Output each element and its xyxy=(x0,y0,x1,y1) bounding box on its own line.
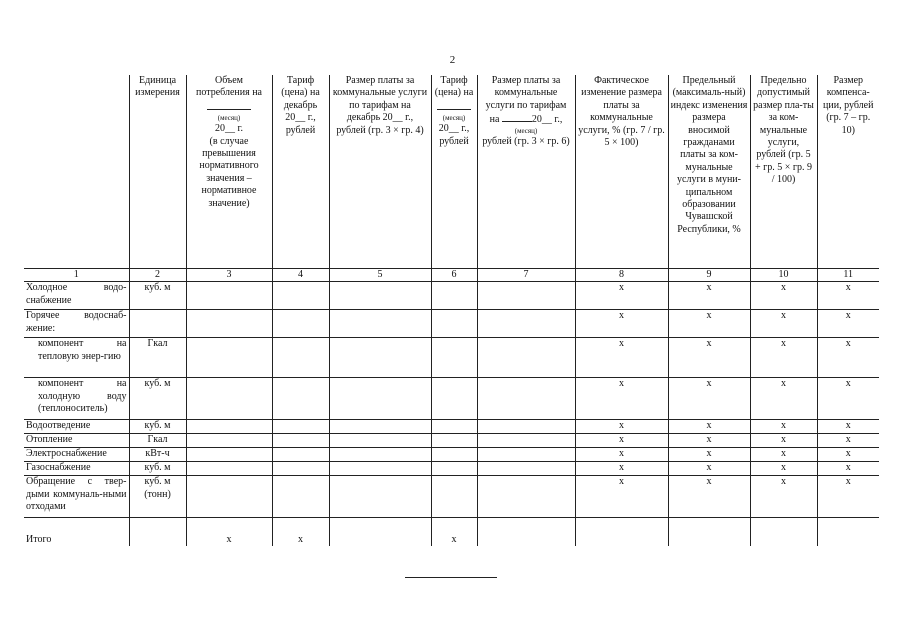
row-name: Отопление xyxy=(24,434,129,448)
row-x-mark: х xyxy=(817,434,879,448)
row-x-mark: х xyxy=(575,476,668,518)
total-x-mark: х xyxy=(431,518,477,546)
row-x-mark: х xyxy=(668,310,750,338)
row-x-mark: х xyxy=(668,378,750,420)
row-name: компонент на холодную воду (теплоноситель) xyxy=(24,378,129,420)
row-name: Электроснабжение xyxy=(24,448,129,462)
row-x-mark: х xyxy=(575,448,668,462)
row-x-mark: х xyxy=(668,448,750,462)
header-payment-december: Размер платы за коммунальные услуги по тарифам на декабрь 20__ г., рублей (гр. 3 × гр. 4) xyxy=(329,75,431,269)
header-tariff-month: Тариф (цена) на (месяц) 20__ г., рублей xyxy=(431,75,477,269)
column-number: 7 xyxy=(477,269,575,282)
total-row xyxy=(24,518,879,546)
row-unit: куб. м xyxy=(129,462,186,476)
row-x-mark: х xyxy=(668,462,750,476)
column-number: 8 xyxy=(575,269,668,282)
row-name: Обращение с твер-дыми коммуналь-ными отходами xyxy=(24,476,129,518)
row-x-mark: х xyxy=(817,310,879,338)
row-x-mark: х xyxy=(668,338,750,378)
row-x-mark: х xyxy=(575,282,668,310)
row-unit: куб. м xyxy=(129,378,186,420)
row-name: Холодное водо-снабжение xyxy=(24,282,129,310)
header-payment-month: Размер платы за коммунальные услуги по тарифам на 20__ г., (месяц) рублей (гр. 3 × гр. 6) xyxy=(477,75,575,269)
total-x-mark: х xyxy=(186,518,272,546)
table-row xyxy=(24,462,879,476)
total-label: Итого xyxy=(24,518,129,546)
table-row xyxy=(24,420,879,434)
footer-divider xyxy=(405,577,497,578)
row-x-mark: х xyxy=(750,310,817,338)
row-unit: Гкал xyxy=(129,434,186,448)
header-max-index: Предельный (максималь-ный) индекс изменения размера вносимой гражданами платы за ком-мунальные услуги в муни-ципальном образовании Чувашской Республики, % xyxy=(668,75,750,269)
row-x-mark: х xyxy=(668,434,750,448)
header-name xyxy=(24,75,129,269)
table-row xyxy=(24,282,879,310)
column-number: 11 xyxy=(817,269,879,282)
row-x-mark: х xyxy=(575,420,668,434)
row-x-mark: х xyxy=(575,434,668,448)
column-number: 5 xyxy=(329,269,431,282)
column-numbers-row xyxy=(24,269,879,282)
row-x-mark: х xyxy=(750,434,817,448)
page-number: 2 xyxy=(449,54,456,66)
table-row xyxy=(24,434,879,448)
column-number: 9 xyxy=(668,269,750,282)
table-row xyxy=(24,310,879,338)
row-unit: кВт-ч xyxy=(129,448,186,462)
table-row xyxy=(24,476,879,518)
row-x-mark: х xyxy=(817,282,879,310)
header-row xyxy=(24,75,879,269)
row-x-mark: х xyxy=(668,476,750,518)
column-number: 10 xyxy=(750,269,817,282)
column-number: 6 xyxy=(431,269,477,282)
row-name: Газоснабжение xyxy=(24,462,129,476)
header-tariff-december: Тариф (цена) на декабрь 20__ г., рублей xyxy=(272,75,329,269)
row-unit xyxy=(129,310,186,338)
row-x-mark: х xyxy=(750,282,817,310)
header-unit: Единица измерения xyxy=(129,75,186,269)
row-name: компонент на тепловую энер-гию xyxy=(24,338,129,378)
row-unit: куб. м xyxy=(129,282,186,310)
row-x-mark: х xyxy=(750,448,817,462)
header-compensation: Размер компенса-ции, рублей (гр. 7 – гр. 10) xyxy=(817,75,879,269)
column-number: 1 xyxy=(24,269,129,282)
row-x-mark: х xyxy=(750,378,817,420)
column-number: 3 xyxy=(186,269,272,282)
header-max-allowed: Предельно допустимый размер пла-ты за ком-мунальные услуги, рублей (гр. 5 + гр. 5 × гр. 9 / 100) xyxy=(750,75,817,269)
table-row xyxy=(24,448,879,462)
row-x-mark: х xyxy=(750,476,817,518)
table-row xyxy=(24,378,879,420)
row-x-mark: х xyxy=(750,420,817,434)
row-x-mark: х xyxy=(750,462,817,476)
row-x-mark: х xyxy=(668,420,750,434)
row-x-mark: х xyxy=(817,378,879,420)
column-number: 2 xyxy=(129,269,186,282)
header-volume: Объем потребления на (месяц) 20__ г. (в случае превышения нормативного значения – нормативное значение) xyxy=(186,75,272,269)
table-row xyxy=(24,338,879,378)
compensation-table xyxy=(24,75,879,546)
row-name: Водоотведение xyxy=(24,420,129,434)
row-unit: Гкал xyxy=(129,338,186,378)
row-x-mark: х xyxy=(575,378,668,420)
row-x-mark: х xyxy=(750,338,817,378)
row-x-mark: х xyxy=(817,420,879,434)
row-x-mark: х xyxy=(575,310,668,338)
header-actual-change: Фактическое изменение размера платы за коммунальные услуги, % (гр. 7 / гр. 5 × 100) xyxy=(575,75,668,269)
row-x-mark: х xyxy=(575,338,668,378)
column-number: 4 xyxy=(272,269,329,282)
row-x-mark: х xyxy=(575,462,668,476)
row-x-mark: х xyxy=(817,338,879,378)
row-unit: куб. м (тонн) xyxy=(129,476,186,518)
row-x-mark: х xyxy=(668,282,750,310)
row-x-mark: х xyxy=(817,448,879,462)
row-x-mark: х xyxy=(817,476,879,518)
row-x-mark: х xyxy=(817,462,879,476)
total-x-mark: х xyxy=(272,518,329,546)
row-name: Горячее водоснаб-жение: xyxy=(24,310,129,338)
row-unit: куб. м xyxy=(129,420,186,434)
